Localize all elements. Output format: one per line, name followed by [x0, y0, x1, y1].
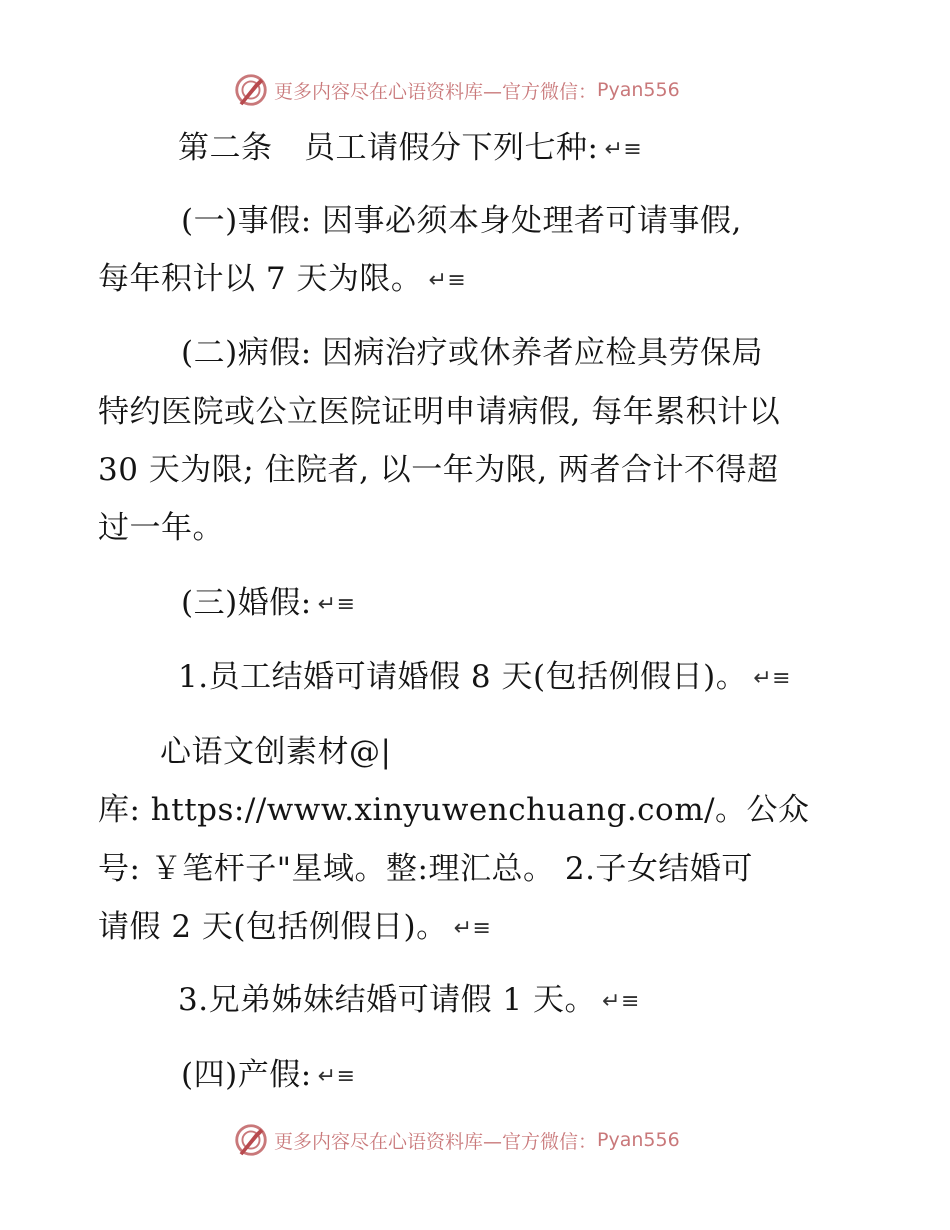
text-line: 3.兄弟姊妹结婚可请假 1 天。 ↵≡	[178, 980, 640, 1022]
return-mark: ↵≡	[317, 1064, 356, 1089]
return-mark: ↵≡	[317, 592, 356, 617]
text-line: (二)病假: 因病治疗或休养者应检具劳保局	[181, 335, 763, 371]
text-line: (四)产假: ↵≡	[181, 1055, 356, 1097]
text-line: 30 天为限; 住院者, 以一年为限, 两者合计不得超	[98, 452, 779, 488]
watermark-wechat: Pyan556	[597, 79, 680, 101]
watermark-wechat: Pyan556	[597, 1129, 680, 1151]
text-line: 特约医院或公立医院证明申请病假, 每年累积计以	[98, 394, 781, 430]
return-mark: ↵≡	[453, 916, 492, 941]
watermark-text: 更多内容尽在心语资料库—官方微信：	[274, 1130, 598, 1153]
return-mark: ↵≡	[753, 666, 792, 691]
return-mark: ↵≡	[602, 989, 640, 1014]
footer-watermark	[232, 1120, 680, 1160]
return-mark: ↵≡	[428, 268, 467, 293]
article-heading: 第二条 员工请假分下列七种: ↵≡	[178, 128, 642, 170]
text-line: 库: https://www.xinyuwenchuang.com/。公众	[98, 792, 810, 828]
text-line: 号: ￥笔杆子"星域。整:理汇总。 2.子女结婚可	[98, 851, 753, 887]
text-line: 心语文创素材@|	[160, 734, 392, 770]
text-line: 过一年。	[98, 510, 224, 546]
text-line: 请假 2 天(包括例假日)。 ↵≡	[98, 907, 492, 949]
watermark-text: 更多内容尽在心语资料库—官方微信：	[274, 80, 598, 103]
return-mark: ↵≡	[604, 137, 643, 162]
pen-logo-icon	[232, 71, 270, 109]
header-watermark	[232, 70, 680, 110]
text-line: 每年积计以 7 天为限。 ↵≡	[98, 259, 466, 301]
text-line: 1.员工结婚可请婚假 8 天(包括例假日)。 ↵≡	[178, 657, 791, 699]
text-line: (三)婚假: ↵≡	[181, 583, 356, 625]
pen-logo-icon	[232, 1121, 270, 1159]
text-line: (一)事假: 因事必须本身处理者可请事假,	[181, 203, 742, 239]
